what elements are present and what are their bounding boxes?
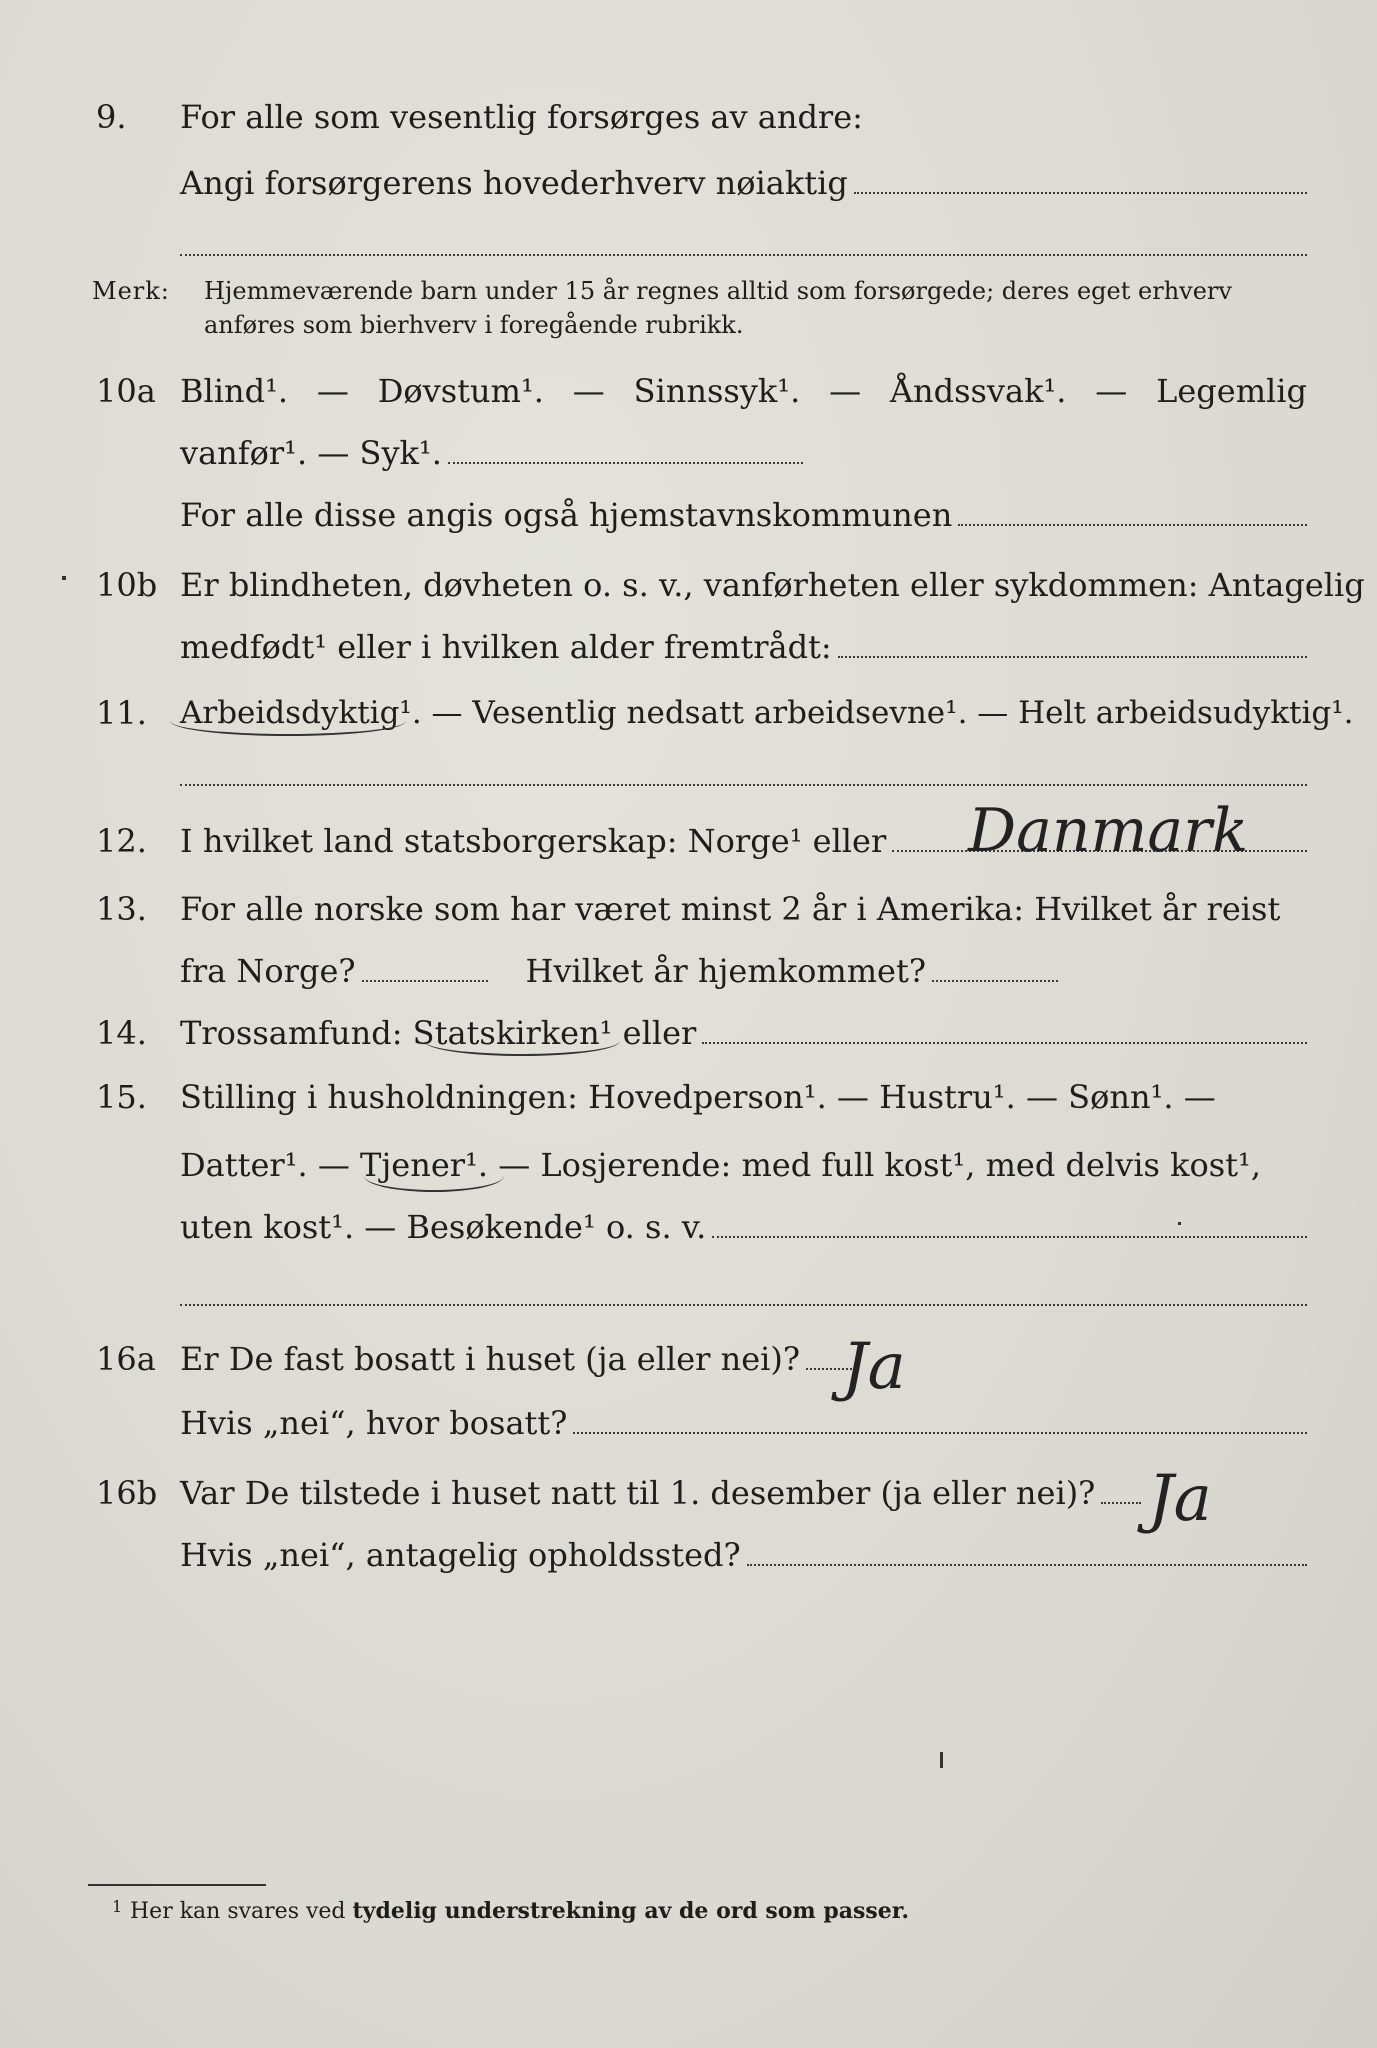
handwritten-answer: Ja — [842, 1330, 906, 1404]
answer-line[interactable] — [702, 1041, 1307, 1044]
footnote-marker: 1 — [112, 1897, 123, 1916]
answer-line[interactable] — [932, 979, 1058, 982]
question-text: For alle disse angis også hjemstavnskommunen — [180, 496, 953, 534]
question-number: 13. — [96, 890, 147, 928]
question-10b — [0, 560, 1377, 610]
note-label: Merk: — [92, 277, 170, 305]
answer-line[interactable] — [362, 979, 488, 982]
question-text: medfødt¹ eller i hvilken alder fremtrådt: — [180, 628, 832, 666]
question-text: I hvilket land statsborgerskap: Norge¹ eller — [180, 822, 887, 860]
question-10a-line-2 — [0, 428, 1377, 478]
question-15-line-2 — [0, 1140, 1377, 1190]
question-text: uten kost¹. — Besøkende¹ o. s. v. — [180, 1208, 707, 1246]
question-text: For alle som vesentlig forsørges av andre: — [180, 98, 863, 136]
question-number: 11. — [96, 694, 147, 732]
question-number: 9. — [96, 98, 127, 136]
footnote-text-bold: tydelig understrekning av de ord som passer. — [352, 1898, 910, 1924]
question-number: 12. — [96, 822, 147, 860]
footnote-rule — [88, 1884, 266, 1886]
handwritten-answer: Danmark — [968, 796, 1249, 866]
question-15-line-3 — [0, 1202, 1377, 1252]
question-9-line-2 — [0, 158, 1377, 208]
question-text: Stilling i husholdningen: Hovedperson¹. — Hustru¹. — Sønn¹. — — [180, 1078, 1216, 1116]
question-13 — [0, 884, 1377, 934]
question-text: Angi forsørgerens hovederhverv nøiaktig — [180, 164, 848, 202]
answer-line[interactable] — [747, 1563, 1307, 1566]
handwritten-underline — [170, 706, 406, 736]
answer-line[interactable] — [448, 461, 803, 464]
handwritten-answer: Ja — [1148, 1462, 1212, 1536]
footnote-text: Her kan svares ved — [130, 1899, 346, 1924]
answer-line[interactable] — [180, 784, 1307, 786]
question-number: 15. — [96, 1078, 147, 1116]
question-10a-line-3 — [0, 490, 1377, 540]
question-text: Hvis „nei“, antagelig opholdssted? — [180, 1536, 741, 1574]
question-16a-line-2 — [0, 1398, 1377, 1448]
answer-line[interactable] — [958, 523, 1307, 526]
question-text: Er De fast bosatt i huset (ja eller nei)? — [180, 1340, 801, 1378]
answer-line[interactable] — [854, 191, 1307, 194]
question-number: 10a — [96, 372, 156, 410]
question-text: Datter¹. — Tjener¹. — Losjerende: med full kost¹, med delvis kost¹, — [180, 1146, 1262, 1184]
question-text: Hvilket år hjemkommet? — [525, 952, 926, 990]
question-10a — [0, 366, 1377, 416]
ink-speck — [1178, 1222, 1181, 1225]
question-text: For alle norske som har været minst 2 år i Amerika: Hvilket år reist — [180, 890, 1281, 928]
answer-line[interactable] — [712, 1235, 1307, 1238]
question-14 — [0, 1008, 1377, 1058]
question-text: vanfør¹. — Syk¹. — [180, 434, 442, 472]
question-text: Trossamfund: Statskirken¹ eller — [180, 1014, 697, 1052]
question-text: Blind¹. — Døvstum¹. — Sinnssyk¹. — Åndssvak¹. — Legemlig — [180, 372, 1307, 410]
handwritten-underline — [424, 1026, 620, 1056]
question-number: 16a — [96, 1340, 156, 1378]
answer-line[interactable] — [838, 655, 1307, 658]
question-text: fra Norge? — [180, 952, 356, 990]
answer-line[interactable] — [180, 254, 1307, 256]
question-number: 10b — [96, 566, 158, 604]
question-number: 14. — [96, 1014, 147, 1052]
question-text: Er blindheten, døvheten o. s. v., vanførheten eller sykdommen: Antagelig — [180, 566, 1365, 604]
question-9 — [0, 92, 1377, 142]
note-text: Hjemmeværende barn under 15 år regnes alltid som forsørgede; deres eget erhverv anføres som bierhverv i foregående rubrikk. — [204, 277, 1232, 339]
answer-line[interactable] — [1101, 1501, 1141, 1504]
question-15 — [0, 1072, 1377, 1122]
question-text: Arbeidsdyktig¹. — Vesentlig nedsatt arbeidsevne¹. — Helt arbeidsudyktig¹. — [180, 695, 1354, 731]
footnote — [112, 1896, 910, 1927]
question-16a — [0, 1334, 1377, 1384]
ink-speck — [62, 576, 66, 580]
question-13-line-2 — [0, 946, 1377, 996]
handwritten-underline — [364, 1160, 504, 1192]
answer-line[interactable] — [180, 1304, 1307, 1306]
question-10b-line-2 — [0, 622, 1377, 672]
ink-speck — [940, 1752, 943, 1768]
question-text: Hvis „nei“, hvor bosatt? — [180, 1404, 568, 1442]
question-number: 16b — [96, 1474, 158, 1512]
question-text: Var De tilstede i huset natt til 1. desember (ja eller nei)? — [180, 1474, 1096, 1512]
question-16b-line-2 — [0, 1530, 1377, 1580]
answer-line[interactable] — [573, 1431, 1307, 1434]
